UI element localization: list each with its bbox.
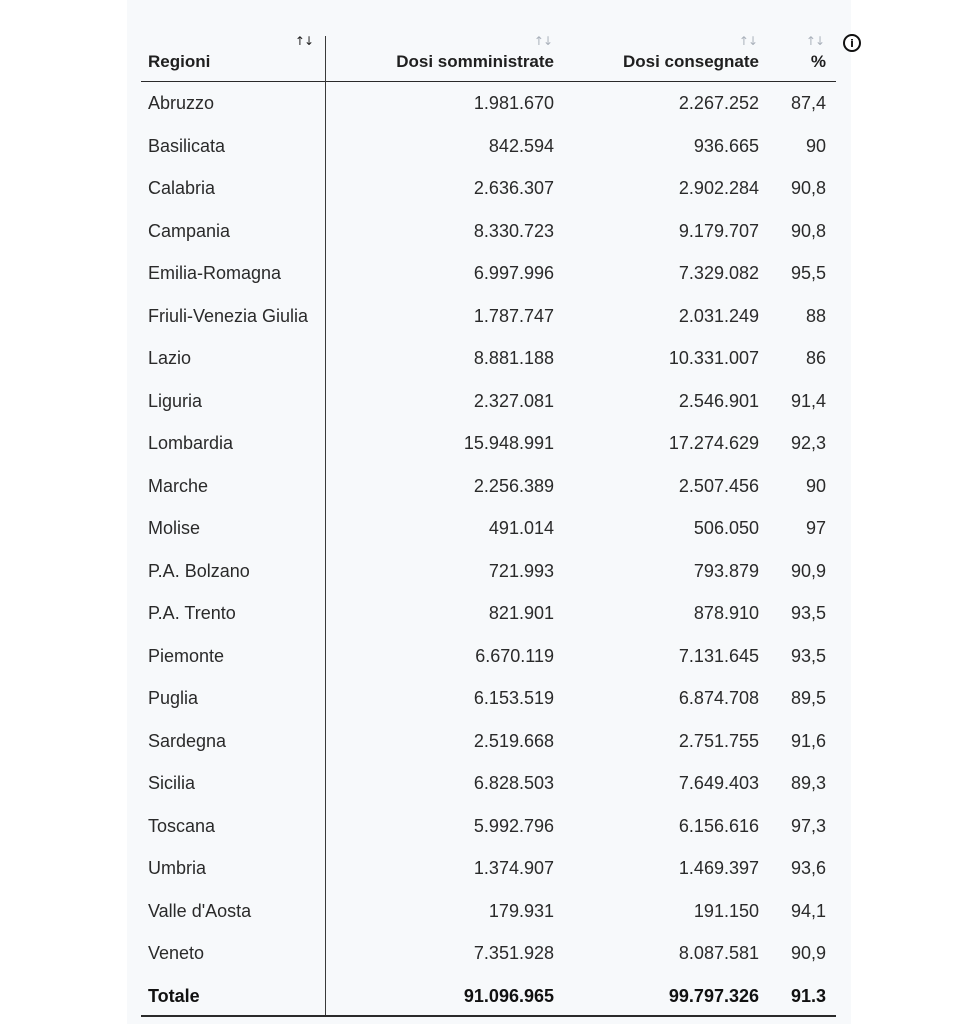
cell-delivered: 191.150 [693, 900, 759, 921]
cell-percent: 91.3 [790, 985, 826, 1006]
cell-administered: 8.881.188 [473, 348, 554, 368]
cell-region: Abruzzo [148, 93, 215, 113]
cell-percent: 93,5 [790, 603, 826, 623]
cell-region: Piemonte [148, 645, 225, 666]
cell-administered: 842.594 [488, 135, 554, 156]
info-icon-glyph: i [850, 36, 854, 50]
column-header-label: % [810, 52, 826, 71]
table-row [141, 677, 836, 720]
cell-administered: 8.330.723 [473, 220, 554, 241]
cell-region: Lazio [148, 348, 192, 368]
cell-delivered: 1.469.397 [678, 858, 759, 878]
cell-region: Toscana [148, 815, 216, 836]
table-row [141, 932, 836, 975]
table-row [141, 762, 836, 805]
cell-administered: 6.997.996 [473, 263, 554, 283]
cell-delivered: 506.050 [693, 518, 759, 538]
cell-percent: 90 [805, 475, 826, 496]
cell-administered: 491.014 [488, 518, 554, 538]
cell-percent: 93,6 [790, 858, 826, 878]
cell-delivered: 2.902.284 [678, 178, 759, 198]
cell-administered: 1.981.670 [473, 93, 554, 113]
table-row [141, 592, 836, 635]
cell-delivered: 9.179.707 [678, 220, 759, 241]
cell-administered: 2.519.668 [473, 730, 554, 751]
table-row [141, 82, 836, 125]
cell-administered: 15.948.991 [463, 433, 554, 453]
cell-administered: 2.327.081 [473, 390, 554, 411]
cell-administered: 6.828.503 [473, 773, 554, 793]
column-header-label: Dosi somministrate [396, 52, 554, 71]
cell-percent: 86 [805, 348, 826, 368]
table-row [141, 890, 836, 933]
cell-percent: 93,5 [790, 645, 826, 666]
cell-percent: 89,3 [790, 773, 826, 793]
sort-icon[interactable]: ↑↓ [294, 34, 313, 48]
table-row [141, 167, 836, 210]
cell-percent: 90,9 [790, 560, 826, 581]
cell-region: Puglia [148, 688, 199, 708]
cell-region: Sardegna [148, 730, 227, 751]
cell-region: Veneto [148, 943, 205, 963]
cell-delivered: 878.910 [693, 603, 759, 623]
cell-region: Valle d'Aosta [148, 900, 252, 921]
cell-percent: 90,8 [790, 178, 826, 198]
cell-region: Marche [148, 475, 209, 496]
cell-region: Totale [148, 985, 200, 1006]
column-header-label: Regioni [148, 52, 211, 71]
cell-percent: 97,3 [790, 815, 826, 836]
cell-administered: 2.256.389 [473, 475, 554, 496]
cell-delivered: 7.329.082 [678, 263, 759, 283]
cell-administered: 1.374.907 [473, 858, 554, 878]
table-row [141, 295, 836, 338]
cell-percent: 89,5 [790, 688, 826, 708]
cell-administered: 6.670.119 [475, 645, 554, 666]
cell-delivered: 2.267.252 [678, 93, 759, 113]
cell-administered: 1.787.747 [473, 305, 554, 326]
table-row [141, 550, 836, 593]
table-row [141, 210, 836, 253]
cell-region: Campania [148, 220, 231, 241]
cell-delivered: 2.507.456 [678, 475, 759, 496]
cell-percent: 91,4 [790, 390, 826, 411]
table-row [141, 507, 836, 550]
cell-delivered: 6.156.616 [678, 815, 759, 836]
cell-administered: 179.931 [488, 900, 554, 921]
cell-region: Basilicata [148, 135, 226, 156]
cell-delivered: 2.031.249 [678, 305, 759, 326]
table-body [141, 82, 836, 1017]
cell-percent: 91,6 [790, 730, 826, 751]
cell-delivered: 7.649.403 [678, 773, 759, 793]
table-row [141, 805, 836, 848]
table-row [141, 720, 836, 763]
table-row [141, 380, 836, 423]
cell-region: Emilia-Romagna [148, 263, 282, 283]
cell-administered: 721.993 [488, 560, 554, 581]
table-total-row [141, 975, 836, 1018]
cell-delivered: 793.879 [693, 560, 759, 581]
cell-percent: 88 [805, 305, 826, 326]
table-bottom-rule [141, 1015, 836, 1017]
cell-region: Umbria [148, 858, 207, 878]
sort-icon[interactable]: ↑↓ [805, 34, 824, 48]
cell-delivered: 10.331.007 [668, 348, 759, 368]
cell-delivered: 17.274.629 [668, 433, 759, 453]
cell-percent: 90,9 [790, 943, 826, 963]
cell-percent: 92,3 [790, 433, 826, 453]
column-header-administered[interactable] [326, 30, 554, 82]
cell-percent: 90 [805, 135, 826, 156]
cell-region: Friuli-Venezia Giulia [148, 305, 309, 326]
table-row [141, 337, 836, 380]
table-row [141, 635, 836, 678]
cell-administered: 5.992.796 [473, 815, 554, 836]
cell-delivered: 8.087.581 [678, 943, 759, 963]
cell-region: Sicilia [148, 773, 196, 793]
cell-administered: 821.901 [488, 603, 554, 623]
cell-region: P.A. Bolzano [148, 560, 250, 581]
cell-percent: 97 [805, 518, 826, 538]
table-row [141, 422, 836, 465]
info-icon[interactable] [843, 34, 861, 52]
column-header-region[interactable] [141, 30, 321, 82]
cell-delivered: 6.874.708 [678, 688, 759, 708]
cell-delivered: 2.546.901 [678, 390, 759, 411]
cell-region: Calabria [148, 178, 216, 198]
table-row [141, 252, 836, 295]
cell-region: Liguria [148, 390, 203, 411]
column-header-percent[interactable] [759, 30, 826, 82]
sort-icon[interactable]: ↑↓ [533, 34, 552, 48]
cell-delivered: 936.665 [693, 135, 759, 156]
cell-administered: 6.153.519 [473, 688, 554, 708]
cell-delivered: 7.131.645 [678, 645, 759, 666]
cell-administered: 91.096.965 [463, 985, 554, 1006]
cell-delivered: 2.751.755 [678, 730, 759, 751]
table-row [141, 125, 836, 168]
cell-administered: 7.351.928 [473, 943, 554, 963]
cell-delivered: 99.797.326 [668, 985, 759, 1006]
cell-administered: 2.636.307 [473, 178, 554, 198]
cell-percent: 95,5 [790, 263, 826, 283]
table-row [141, 465, 836, 508]
cell-region: P.A. Trento [148, 603, 236, 623]
table-header [141, 30, 836, 82]
cell-percent: 87,4 [790, 93, 826, 113]
cell-percent: 90,8 [790, 220, 826, 241]
cell-percent: 94,1 [790, 900, 826, 921]
table-row [141, 847, 836, 890]
sort-icon[interactable]: ↑↓ [738, 34, 757, 48]
column-header-label: Dosi consegnate [622, 52, 759, 71]
column-header-delivered[interactable] [554, 30, 759, 82]
cell-region: Lombardia [148, 433, 234, 453]
cell-region: Molise [148, 518, 201, 538]
